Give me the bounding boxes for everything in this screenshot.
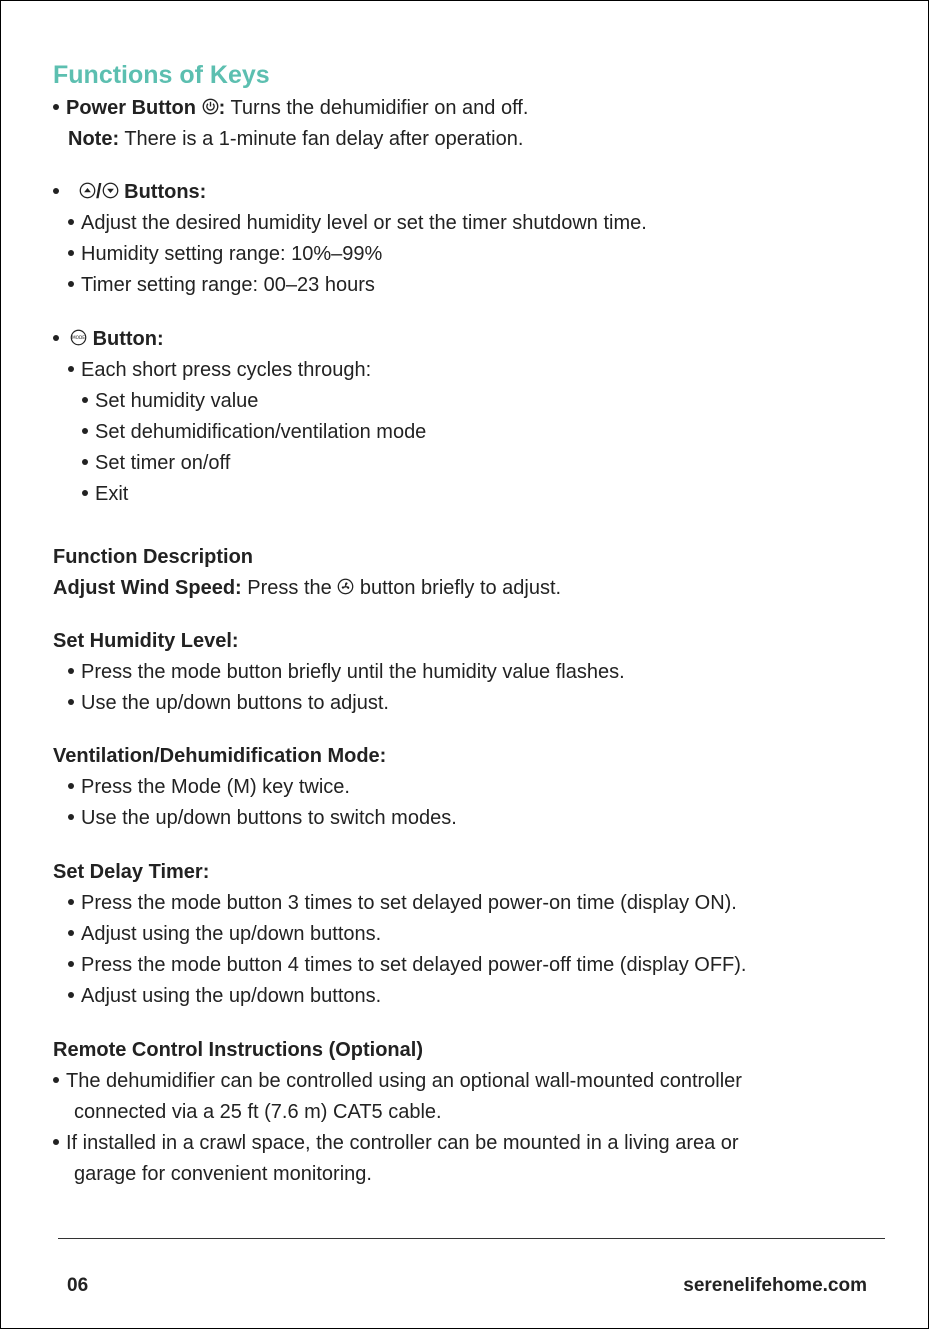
list-item: Adjust using the up/down buttons. (68, 984, 381, 1008)
up-arrow-icon (79, 182, 96, 199)
mode-button-item (53, 327, 164, 351)
fan-icon (337, 578, 354, 595)
bullet (53, 104, 59, 110)
wind-speed-label: Adjust Wind Speed: (53, 577, 242, 599)
list-item: Set humidity value (82, 389, 258, 413)
list-item: Press the mode button briefly until the humidity value flashes. (68, 660, 625, 684)
down-arrow-icon (102, 182, 119, 199)
footer-divider (58, 1238, 885, 1239)
list-item: Each short press cycles through: (68, 358, 371, 382)
list-item: Press the Mode (M) key twice. (68, 775, 350, 799)
bullet (53, 335, 59, 341)
wind-speed-line: Adjust Wind Speed: Press the button briefly to adjust. (53, 577, 562, 599)
list-item: Press the mode button 3 times to set delayed power-on time (display ON). (68, 891, 737, 915)
power-button-label: Power Button (66, 97, 196, 119)
power-button-text: Turns the dehumidifier on and off. (230, 97, 529, 119)
list-item-continuation: connected via a 25 ft (7.6 m) CAT5 cable. (74, 1101, 442, 1123)
updown-separator: / (96, 181, 102, 203)
mode-button-label: Button: (92, 328, 164, 350)
page-number: 06 (67, 1275, 89, 1296)
mode-icon-text: MODE (72, 336, 85, 342)
list-item: Adjust the desired humidity level or set the timer shutdown time. (68, 211, 647, 235)
power-button-colon: : (218, 97, 226, 119)
power-icon (202, 98, 219, 115)
list-item-continuation: garage for convenient monitoring. (74, 1163, 372, 1185)
ventilation-heading: Ventilation/Dehumidification Mode: (53, 745, 387, 767)
list-item: The dehumidifier can be controlled using an optional wall-mounted controller (53, 1069, 742, 1093)
list-item: Set timer on/off (82, 451, 230, 475)
remote-heading: Remote Control Instructions (Optional) (53, 1039, 423, 1061)
list-item: Adjust using the up/down buttons. (68, 922, 381, 946)
list-item: Use the up/down buttons to switch modes. (68, 806, 457, 830)
note-label: Note: (68, 128, 120, 150)
list-item: Exit (82, 482, 128, 506)
function-description-heading: Function Description (53, 546, 253, 568)
mode-icon (70, 329, 87, 346)
bullet (53, 188, 59, 194)
list-item: If installed in a crawl space, the controller can be mounted in a living area or (53, 1131, 739, 1155)
delay-timer-heading: Set Delay Timer: (53, 861, 210, 883)
power-note (68, 127, 523, 151)
updown-buttons-label: Buttons: (124, 181, 207, 203)
updown-buttons-item (53, 180, 206, 204)
list-item: Press the mode button 4 times to set delayed power-off time (display OFF). (68, 953, 746, 977)
power-button-item (53, 96, 528, 120)
list-item: Timer setting range: 00–23 hours (68, 273, 375, 297)
list-item: Set dehumidification/ventilation mode (82, 420, 426, 444)
note-text: There is a 1-minute fan delay after operation. (124, 128, 524, 150)
page-title: Functions of Keys (53, 61, 270, 89)
website: serenelifehome.com (683, 1275, 867, 1296)
list-item: Humidity setting range: 10%–99% (68, 242, 382, 266)
list-item: Use the up/down buttons to adjust. (68, 691, 389, 715)
humidity-heading: Set Humidity Level: (53, 630, 239, 652)
